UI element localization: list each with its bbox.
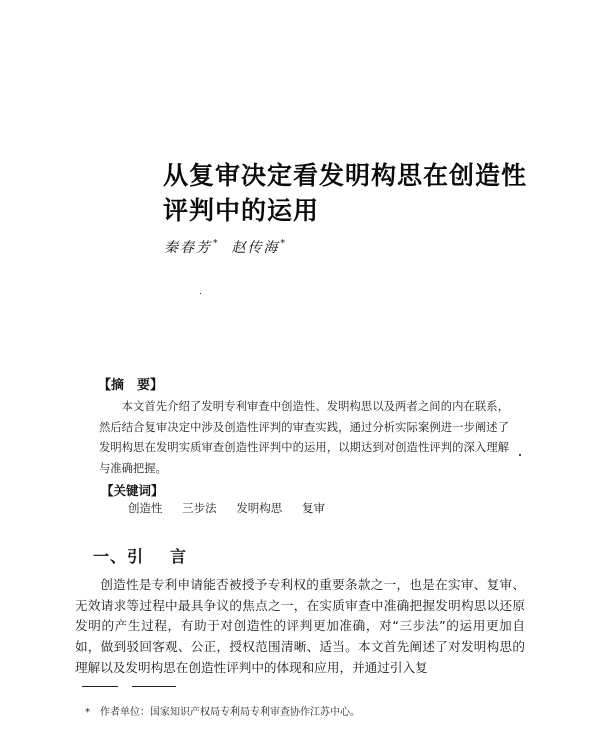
keywords-heading: 【关键词】 xyxy=(101,483,164,498)
abstract-heading: 【摘 要】 xyxy=(98,378,164,393)
author-line xyxy=(164,237,287,257)
abstract-text: 本文首先介绍了发明专利审查中创造性、发明构思以及两者之间的内在联系，然后结合复审决定中涉及创造性评判的审查实践，通过分析实际案例进一步阐述了发明构思在发明实质审查创造性评判中的运用，以期达到对创造性评判的深入理解与准确把握。 xyxy=(99,400,509,475)
section-heading xyxy=(93,544,187,567)
section-number: 一、引 xyxy=(93,547,145,566)
footnote-rule xyxy=(132,686,176,687)
title-line-1: 从复审决定看发明构思在创造性 xyxy=(163,161,528,190)
section-title: 言 xyxy=(170,547,188,566)
title-line-2: 评判中的运用 xyxy=(163,196,320,225)
keyword-list xyxy=(128,500,341,516)
scan-speck xyxy=(519,454,521,456)
keyword-item: 发明构思 xyxy=(236,501,283,515)
footnote: * 作者单位：国家知识产权局专利局专利审查协作江苏中心。 xyxy=(85,707,360,718)
author-footnote-mark: * xyxy=(280,239,287,250)
keyword-item: 复审 xyxy=(301,501,325,515)
author-footnote-mark: * xyxy=(213,239,220,250)
footnote-rule xyxy=(82,686,118,687)
keyword-item: 三步法 xyxy=(182,501,217,515)
article-title xyxy=(163,158,527,228)
scan-speck xyxy=(200,293,201,294)
author-name: 赵传海 xyxy=(231,240,280,256)
keyword-item: 创造性 xyxy=(128,501,163,515)
author-name: 秦春芳 xyxy=(164,240,212,256)
body-paragraph: 创造性是专利申请能否被授予专利权的重要条款之一，也是在实审、复审、无效请求等过程中最具争议的焦点之一，在实质审查中准确把握发明构思以还原发明的产生过程，有助于对创造性的评判更加准确，对“三步法”的运用更加自如，做到驳回客观、公正，授权范围清晰、适当。本文首先阐述了对发明构思的理解以及发明构思在创造性评判中的体现和应用，并通过引入复 xyxy=(75,577,525,675)
